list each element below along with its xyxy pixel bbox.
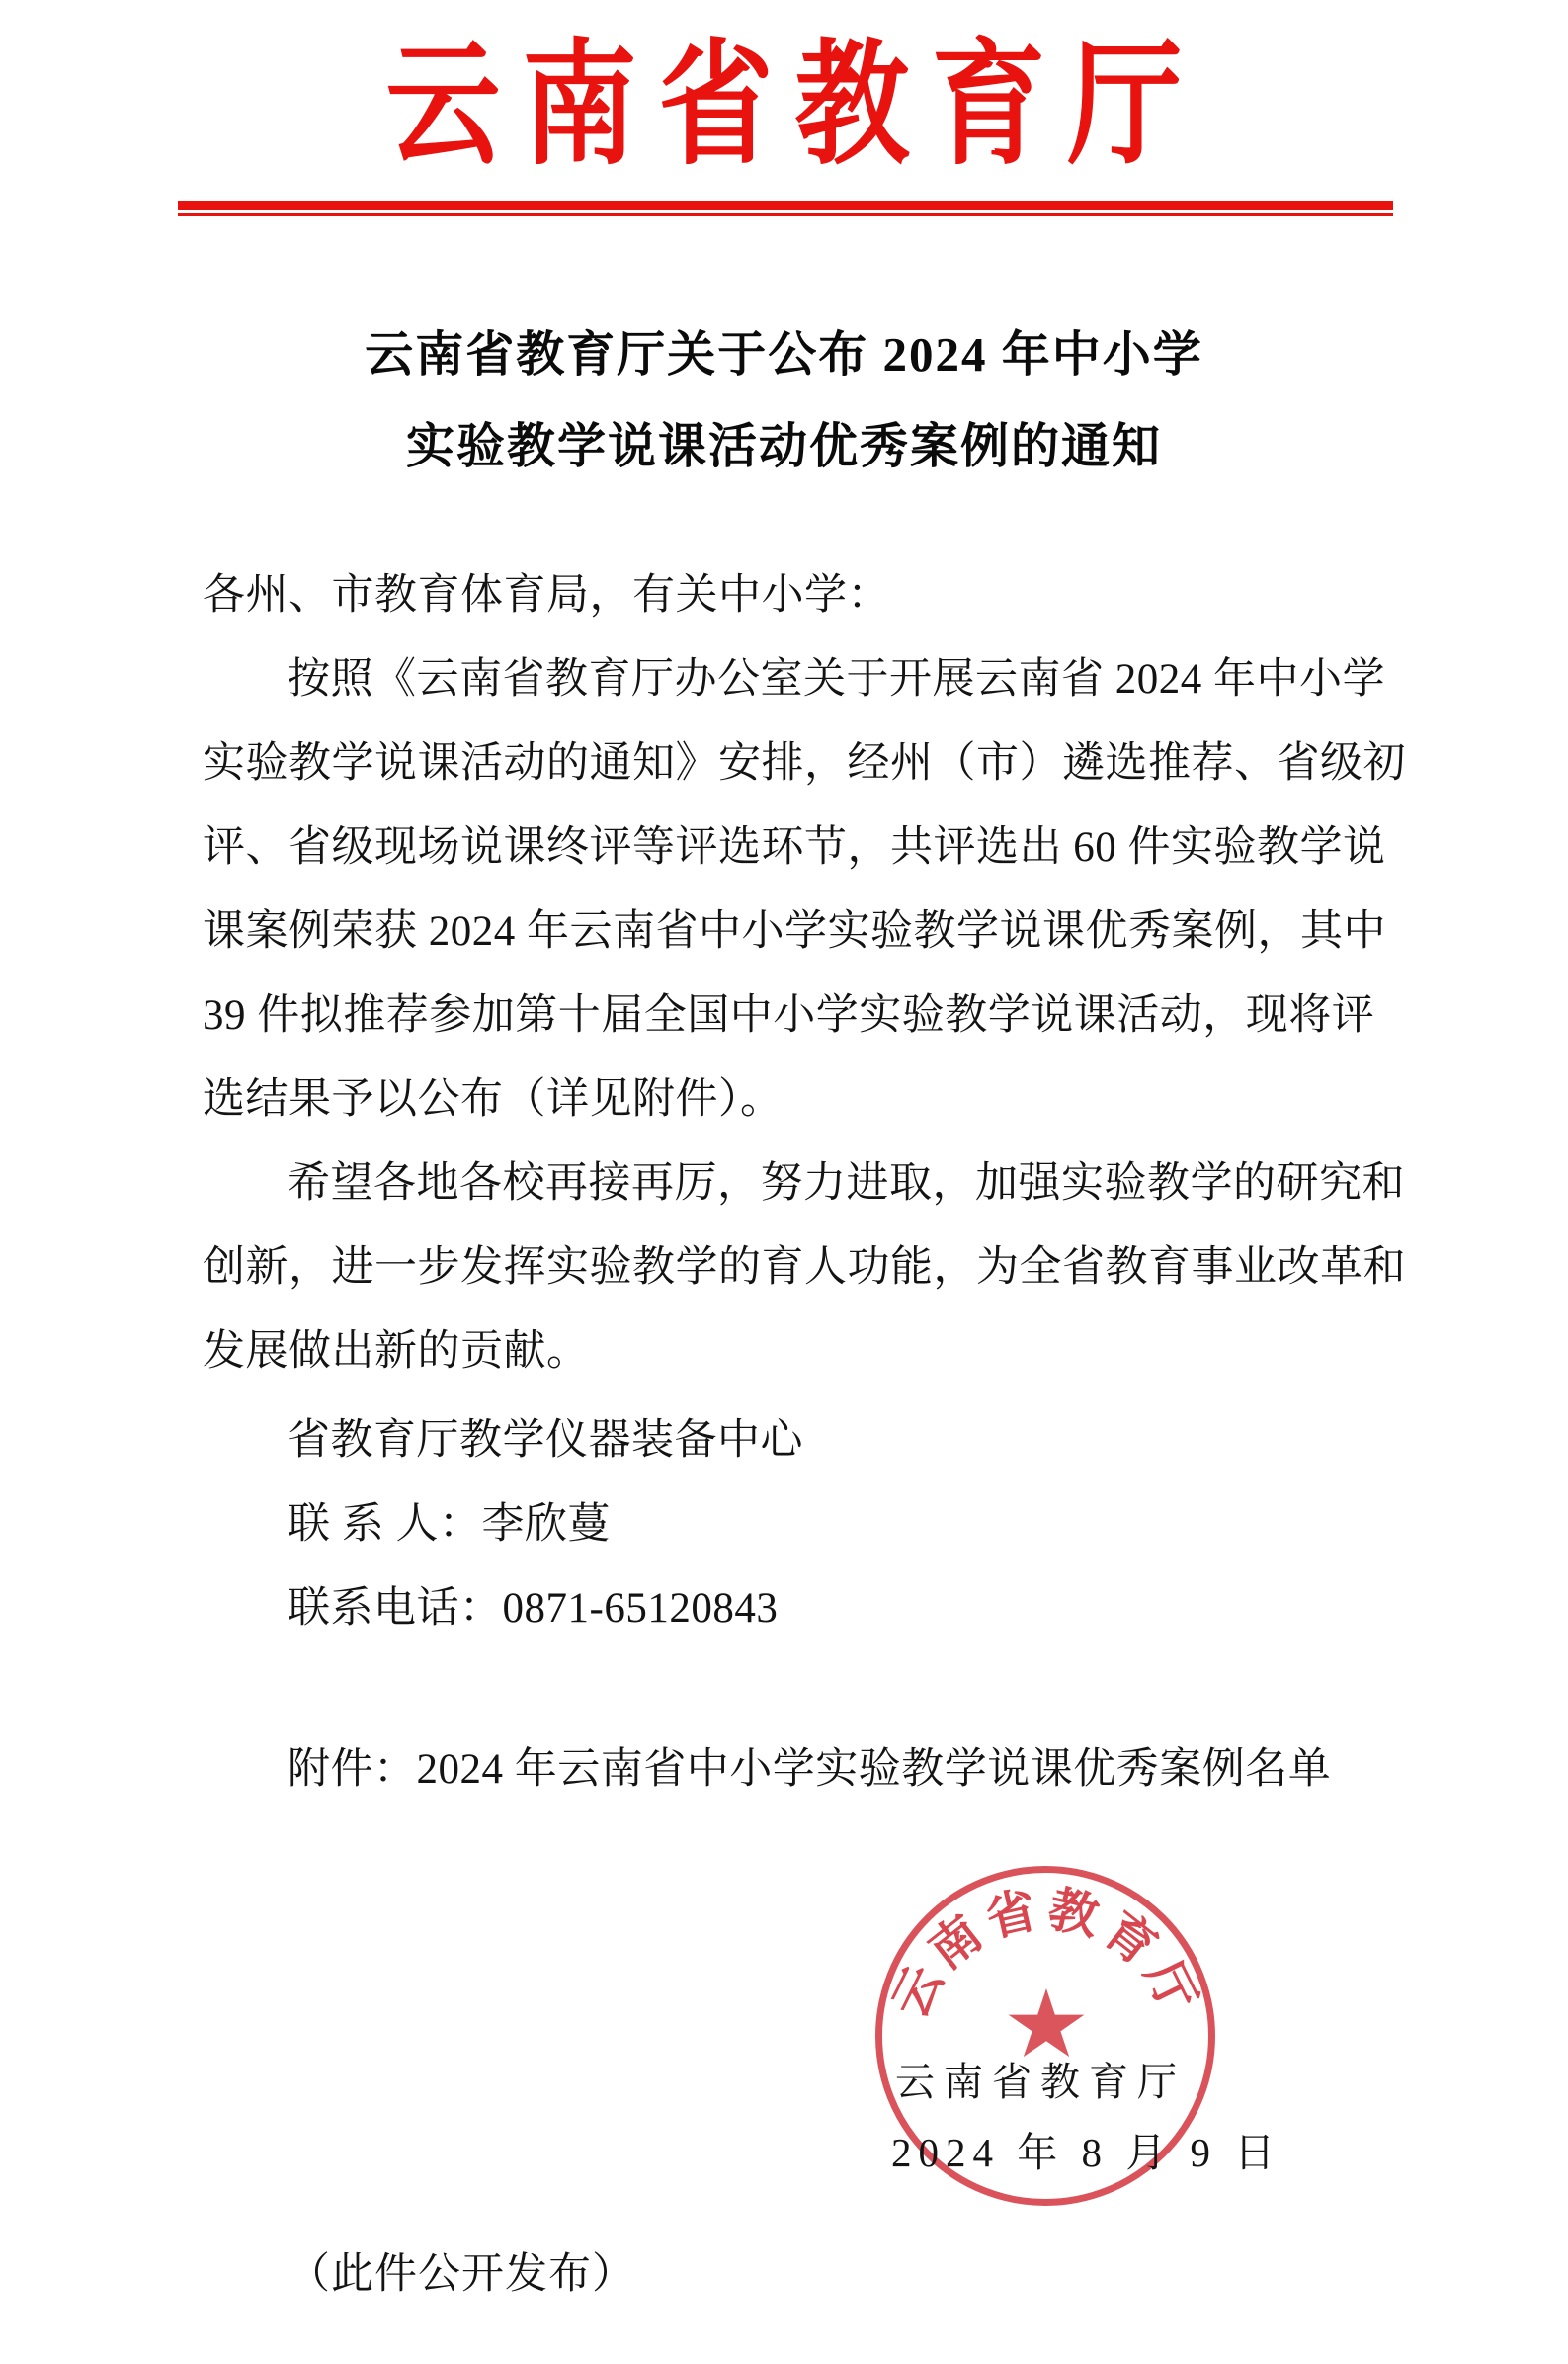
document-title-line-1: 云南省教育厅关于公布 2024 年中小学	[365, 327, 1203, 381]
seal-arc-label: 云南省教育厅	[881, 1881, 1209, 2027]
document-title-line-2: 实验教学说课活动优秀案例的通知	[405, 419, 1162, 473]
paragraph1-line-1: 按照《云南省教育厅办公室关于开展云南省 2024 年中小学	[288, 656, 1385, 703]
paragraph1-line-3: 评、省级现场说课终评等评选环节，共评选出 60 件实验教学说	[203, 824, 1386, 871]
contact-phone: 联系电话：0871-65120843	[288, 1585, 779, 1632]
paragraph1-line-5: 39 件拟推荐参加第十届全国中小学实验教学说课活动，现将评	[203, 992, 1375, 1039]
paragraph1-line-6: 选结果予以公布（详见附件）。	[203, 1076, 784, 1123]
contact-person: 联 系 人：李欣蔓	[288, 1501, 611, 1548]
paragraph2-line-1: 希望各地各校再接再厉，努力进取，加强实验教学的研究和	[288, 1160, 1405, 1207]
attachment-line: 附件：2024 年云南省中小学实验教学说课优秀案例名单	[288, 1746, 1332, 1793]
paragraph2-line-3: 发展做出新的贡献。	[203, 1328, 590, 1375]
masthead	[0, 28, 1568, 182]
paragraph1-line-4: 课案例荣获 2024 年云南省中小学实验教学说课优秀案例，其中	[203, 908, 1386, 955]
signature-area	[869, 1858, 1304, 2273]
paragraph1-line-2: 实验教学说课活动的通知》安排，经州（市）遴选推荐、省级初	[203, 740, 1406, 787]
masthead-agency-title: 云南省教育厅	[385, 32, 1204, 182]
rule-thick-line	[178, 201, 1393, 210]
paragraph2-line-2: 创新，进一步发挥实验教学的育人功能，为全省教育事业改革和	[203, 1244, 1406, 1291]
contact-department: 省教育厅教学仪器装备中心	[288, 1417, 803, 1464]
rule-thin-line	[178, 213, 1393, 216]
document-title	[0, 308, 1568, 492]
signing-organization: 云南省教育厅	[895, 2060, 1186, 2104]
masthead-divider-rule	[178, 201, 1393, 216]
contact-block	[203, 1398, 1378, 1650]
attachment-block	[203, 1728, 1378, 1812]
salutation-line: 各州、市教育体育局，有关中小学：	[203, 572, 890, 619]
signing-date: 2024 年 8 月 9 日	[891, 2130, 1282, 2175]
publication-note: （此件公开发布）	[288, 2251, 635, 2298]
document-body	[203, 553, 1406, 1393]
